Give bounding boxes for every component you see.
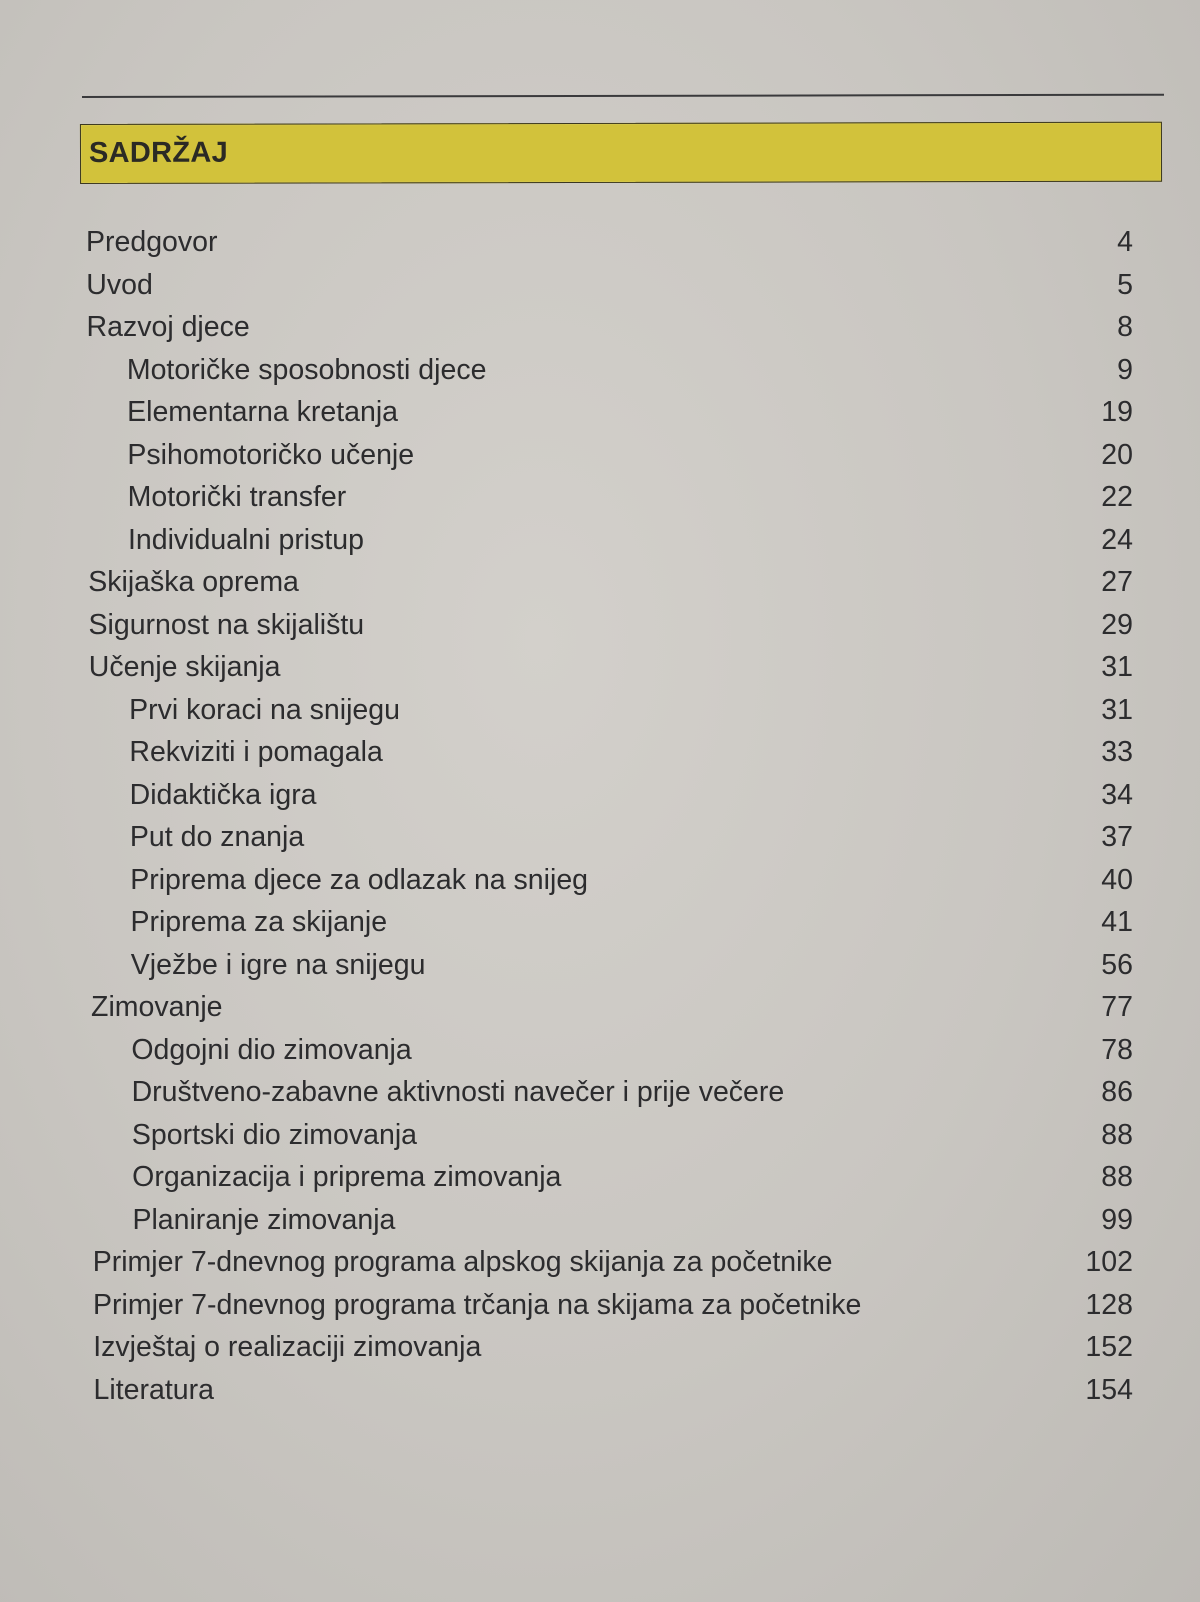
- toc-entry-label: Organizacija i priprema zimovanja: [132, 1161, 562, 1193]
- toc-entry-page: 102: [1085, 1246, 1133, 1278]
- toc-entry: [89, 647, 1133, 687]
- toc-entry-page: 20: [1101, 438, 1133, 471]
- toc-entry-page: 99: [1101, 1203, 1133, 1236]
- toc-entry: [127, 435, 1133, 475]
- toc-entry-page: 27: [1101, 566, 1133, 598]
- toc-entry-label: Motoričke sposobnosti djece: [126, 353, 487, 386]
- toc-entry: [89, 605, 1133, 645]
- toc-entry: [132, 1157, 1133, 1197]
- toc-entry-page: 22: [1101, 481, 1133, 513]
- toc-entry: [132, 1200, 1133, 1240]
- toc-entry-page: 128: [1085, 1288, 1133, 1321]
- toc-entry-label: Priprema za skijanje: [130, 906, 388, 938]
- toc-entry-label: Sportski dio zimovanja: [131, 1118, 418, 1151]
- toc-heading: SADRŽAJ: [88, 136, 229, 169]
- toc-entry: [132, 1115, 1133, 1155]
- toc-entry: [129, 732, 1133, 772]
- toc-entry: [130, 775, 1133, 815]
- toc-entry: [94, 1370, 1133, 1410]
- toc-entry-page: 37: [1101, 821, 1133, 853]
- toc-entry-page: 56: [1101, 948, 1133, 981]
- toc-entry: [127, 392, 1133, 432]
- toc-entry-page: 5: [1117, 268, 1133, 301]
- toc-entry-page: 77: [1101, 991, 1133, 1023]
- toc-entry-page: 9: [1117, 353, 1133, 386]
- toc-entry: [87, 307, 1133, 347]
- toc-entry-label: Skijaška oprema: [88, 566, 299, 598]
- toc-entry-page: 152: [1085, 1331, 1133, 1363]
- toc-entry-page: 34: [1101, 778, 1133, 811]
- toc-entry-label: Prvi koraci na snijegu: [129, 693, 400, 726]
- toc-entry-page: 154: [1085, 1373, 1133, 1406]
- toc-entry: [93, 1285, 1133, 1325]
- toc-entry-label: Elementarna kretanja: [127, 396, 399, 428]
- toc-entry-page: 19: [1101, 396, 1133, 428]
- toc-entry: [128, 520, 1133, 560]
- toc-entry-label: Zimovanje: [91, 991, 223, 1023]
- toc-entry-page: 24: [1101, 523, 1133, 556]
- toc-entry-label: Put do znanja: [129, 821, 305, 853]
- toc-entry-label: Motorički transfer: [127, 481, 347, 513]
- toc-entry-label: Rekviziti i pomagala: [129, 736, 383, 768]
- toc-entry-label: Razvoj djece: [86, 311, 250, 343]
- toc-entry-page: 88: [1101, 1118, 1133, 1151]
- toc-entry: [129, 690, 1133, 730]
- toc-entry-label: Primjer 7-dnevnog programa trčanja na skijama za početnike: [93, 1288, 862, 1321]
- toc-entry-page: 33: [1101, 736, 1133, 768]
- toc-entry-label: Odgojni dio zimovanja: [131, 1033, 412, 1066]
- toc-entry-label: Didaktička igra: [129, 778, 317, 811]
- toc-entry: [131, 945, 1133, 985]
- toc-entry: [130, 817, 1133, 857]
- toc-entry-page: 29: [1101, 608, 1133, 641]
- toc-entry-page: 8: [1117, 311, 1133, 343]
- toc-entry-label: Individualni pristup: [127, 523, 365, 556]
- toc-entry-label: Vježbe i igre na snijegu: [130, 948, 426, 981]
- toc-entry-label: Izvještaj o realizaciji zimovanja: [93, 1331, 482, 1363]
- toc-entry: [132, 1072, 1133, 1112]
- toc-entry-label: Predgovor: [86, 226, 218, 258]
- toc-entry-label: Učenje skijanja: [88, 651, 281, 683]
- toc-entry-label: Društveno-zabavne aktivnosti navečer i prije večere: [131, 1076, 785, 1108]
- toc-entry: [93, 1327, 1133, 1367]
- toc-entry: [128, 477, 1133, 517]
- toc-entry: [131, 1030, 1133, 1070]
- toc-entry: [86, 222, 1133, 262]
- toc-entry: [88, 562, 1133, 602]
- toc-entry: [86, 265, 1133, 305]
- toc-entry-label: Psihomotoričko učenje: [127, 438, 415, 471]
- toc-entry-label: Primjer 7-dnevnog programa alpskog skijanja za početnike: [92, 1246, 833, 1278]
- toc-entry-page: 41: [1101, 906, 1133, 938]
- toc-entry-page: 88: [1101, 1161, 1133, 1193]
- toc-entry-page: 40: [1101, 863, 1133, 896]
- toc-entry-label: Sigurnost na skijalištu: [88, 608, 365, 641]
- toc-entry: [130, 902, 1133, 942]
- toc-entry-page: 78: [1101, 1033, 1133, 1066]
- toc-entry-label: Planiranje zimovanja: [132, 1203, 396, 1236]
- toc-entry: [127, 350, 1133, 390]
- toc-entry-label: Literatura: [93, 1373, 214, 1406]
- toc-entry-page: 86: [1101, 1076, 1133, 1108]
- toc-entry-page: 31: [1101, 651, 1133, 683]
- toc-entry: [93, 1242, 1133, 1282]
- toc-entry-label: Priprema djece za odlazak na snijeg: [130, 863, 589, 896]
- toc-entry-page: 31: [1101, 693, 1133, 726]
- toc-entry-label: Uvod: [86, 268, 153, 301]
- toc-entry-page: 4: [1117, 226, 1133, 258]
- toc-entry: [91, 987, 1133, 1027]
- toc-entry: [130, 860, 1133, 900]
